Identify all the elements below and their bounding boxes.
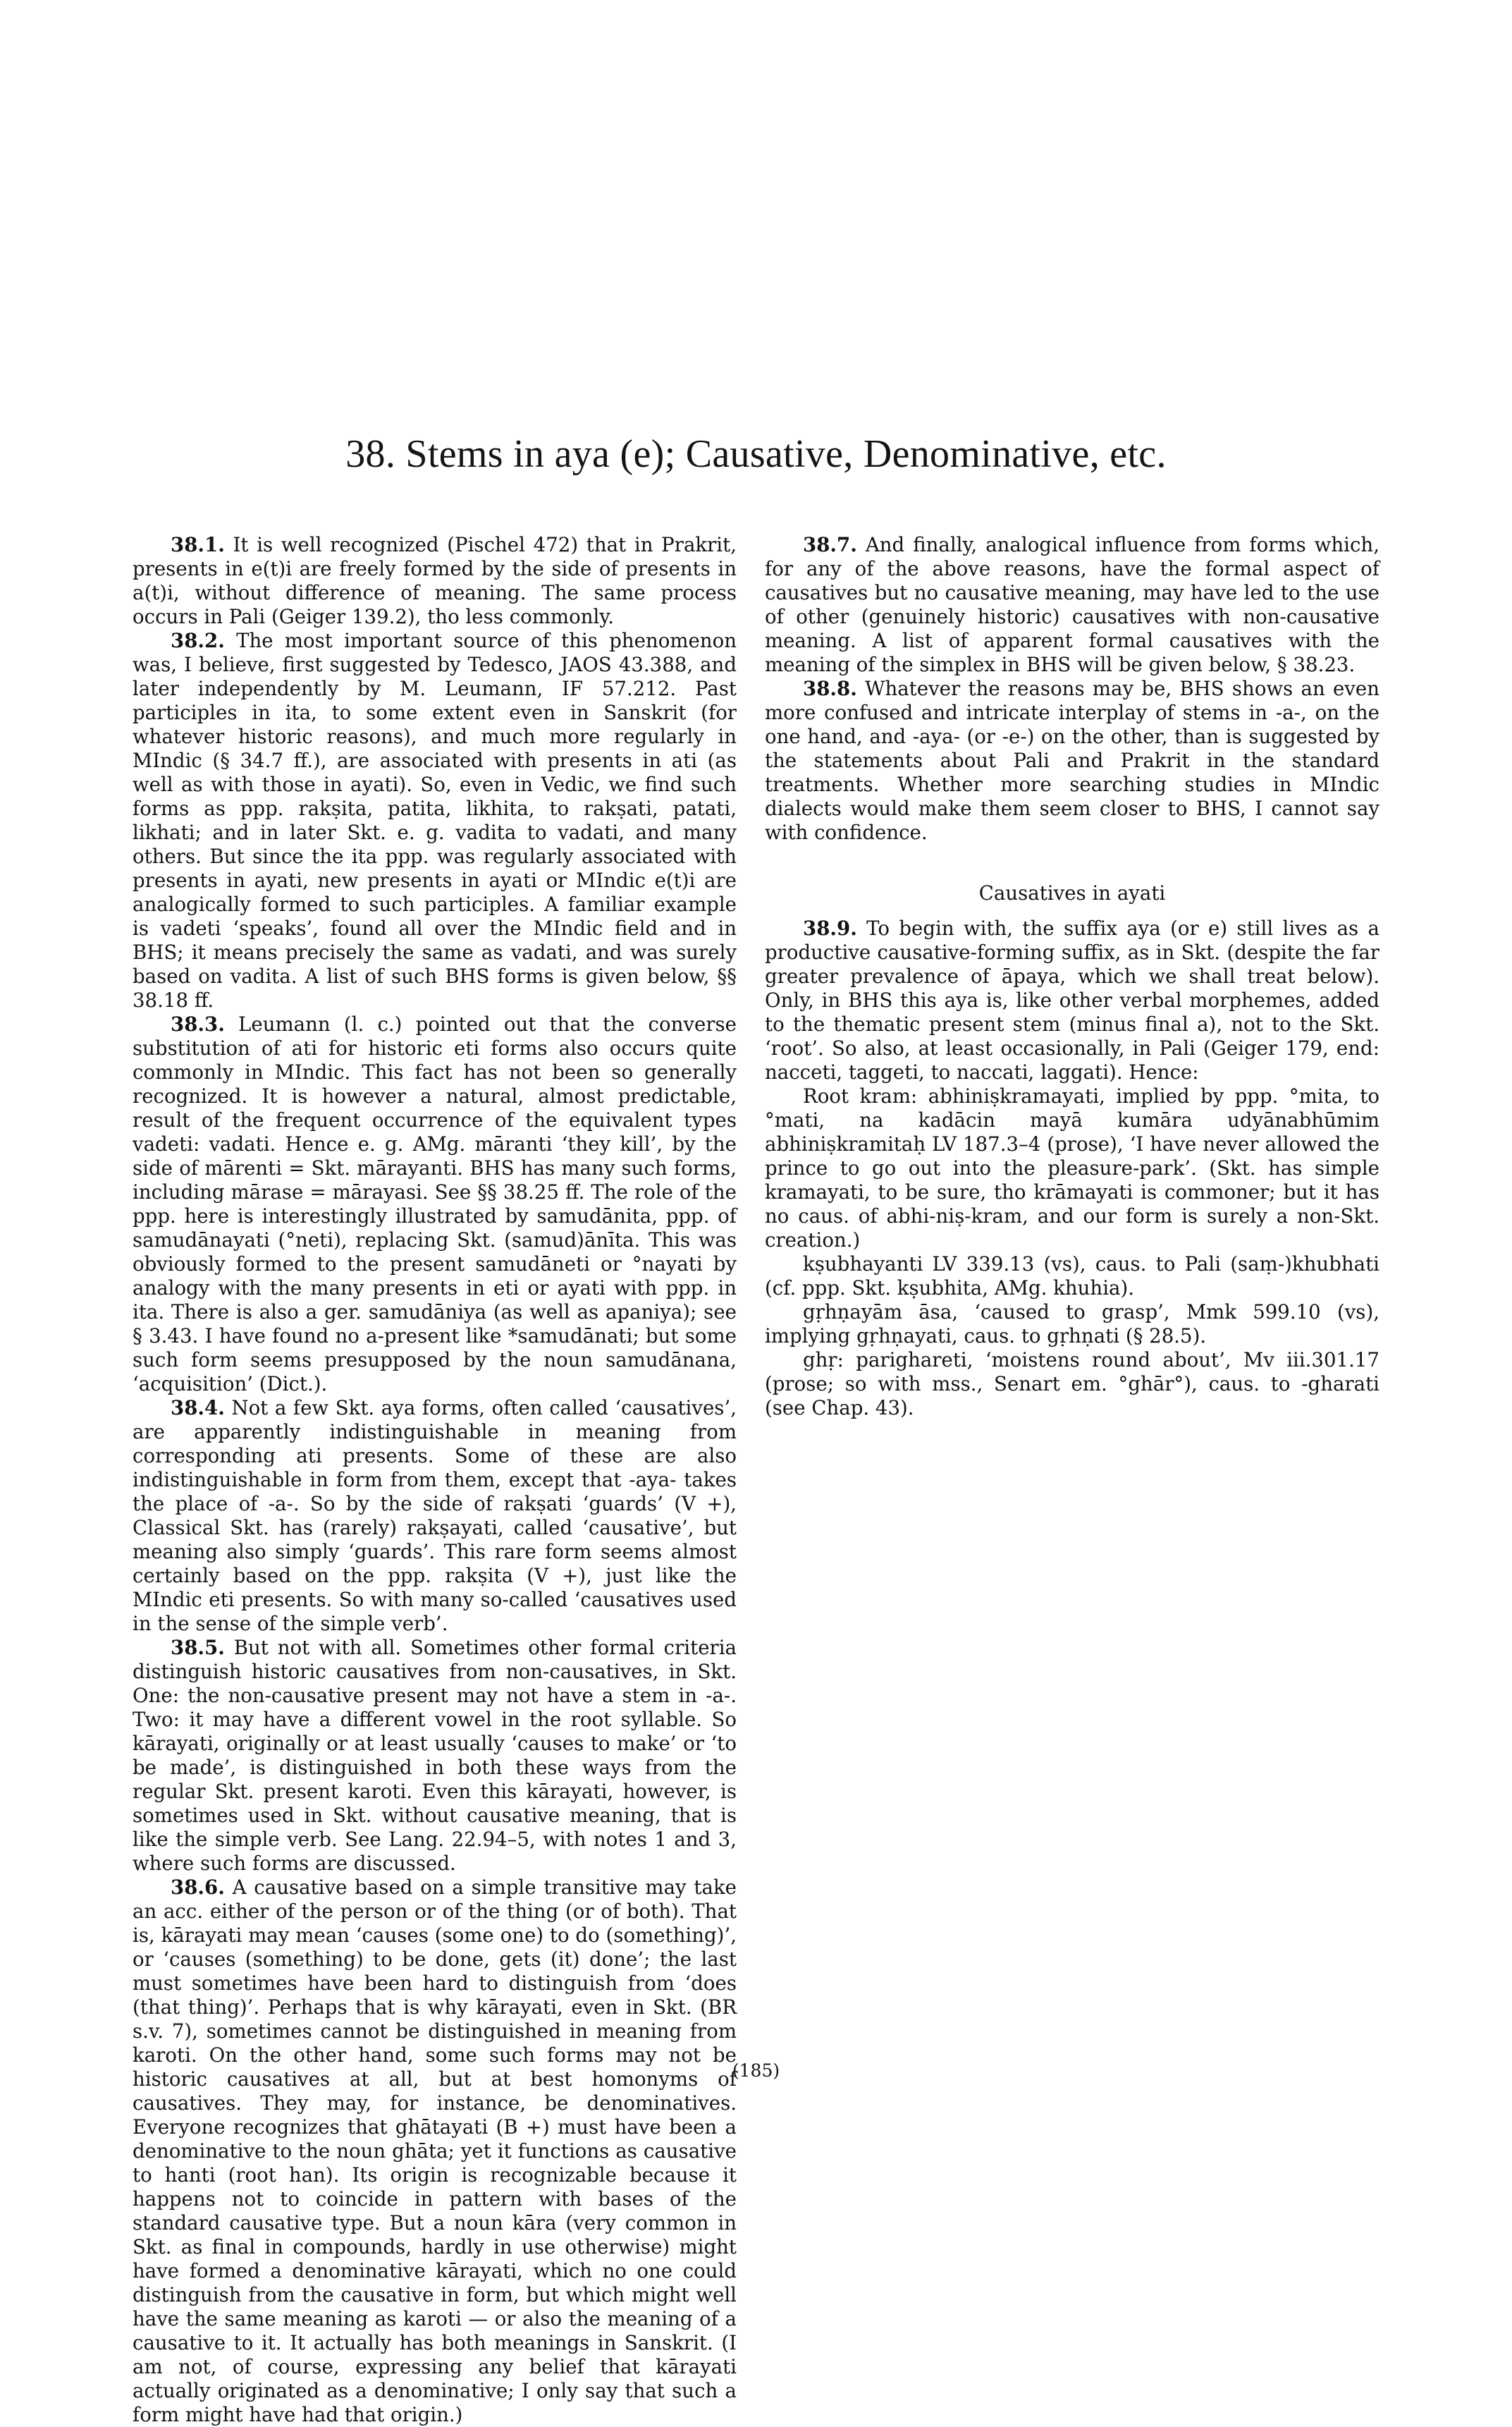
section-number: 38.3.: [171, 1013, 225, 1036]
paragraph-38-4: [133, 1396, 737, 1636]
example-entry: kṣubhayanti LV 339.13 (vs), caus. to Pali (saṃ-)khubhati (cf. ppp. Skt. kṣubhita, AMg. khuhia).: [765, 1252, 1379, 1300]
paragraph-text: A causative based on a simple transitive may take an acc. either of the person or of the thing (or of both). That is, kārayati may mean ‘causes (some one) to do (something)’, or ‘causes (something) to be done, gets (it) done’; the last must sometimes have been hard to distinguish from ‘does (that thing)’. Perhaps that is why kārayati, even in Skt. (BR s.v. 7), sometimes cannot be distinguished in meaning from karoti. On the other hand, some such forms may not be historic causatives at all, but at best homonyms of causatives. They may, for instance, be denominatives. Everyone recognizes that ghātayati (B +) must have been a denominative to the noun ghāta; yet it functions as causative to hanti (root han). Its origin is recognizable because it happens not to coincide in pattern with bases of the standard causative type. But a noun kāra (very common in Skt. as final in compounds, hardly in use otherwise) might have formed a denominative kārayati, which no one could distinguish from the causative in form, but which might well have the same meaning as karoti — or also the meaning of a causative to it. It actually has both meanings in Sanskrit. (I am not, of course, expressing any belief that kārayati actually originated as a denominative; I only say that such a form might have had that origin.): [133, 1876, 737, 2426]
paragraph-38-5: [133, 1636, 737, 1876]
paragraph-38-2: [133, 629, 737, 1013]
page-number: (185): [732, 2060, 780, 2081]
paragraph-text: To begin with, the suffix aya (or e) still lives as a productive causative-forming suffix, as in Skt. (despite the far greater prevalence of āpaya, which we shall treat below). Only, in BHS this aya is, like other verbal morphemes, added to the thematic present stem (minus final a), not to the Skt. ‘root’. So also, at least occasionally, in Pali (Geiger 179, end: nacceti, taggeti, to naccati, laggati). Hence:: [765, 917, 1379, 1084]
example-entry: Root kram: abhiniṣkramayati, implied by ppp. °mita, to °mati, na kadācin mayā kumāra udyānabhūmim abhiniṣkramitaḥ LV 187.3–4 (prose), ‘I have never allowed the prince to go out into the pleasure-park’. (Skt. has simple kramayati, to be sure, tho krāmayati is commoner; but it has no caus. of abhi-niṣ-kram, and our form is surely a non-Skt. creation.): [765, 1084, 1379, 1252]
paragraph-38-1: [133, 533, 737, 629]
section-number: 38.5.: [171, 1636, 225, 1659]
paragraph-text: But not with all. Sometimes other formal criteria distinguish historic causatives from non-causatives, in Skt. One: the non-causative present may not have a stem in -a-. Two: it may have a different vowel in the root syllable. So kārayati, originally or at least usually ‘causes to make’ or ‘to be made’, is distinguished in both these ways from the regular Skt. present karoti. Even this kārayati, however, is sometimes used in Skt. without causative meaning, that is like the simple verb. See Lang. 22.94–5, with notes 1 and 3, where such forms are discussed.: [133, 1636, 737, 1875]
section-number: 38.1.: [171, 533, 225, 556]
paragraph-text: And finally, analogical influence from forms which, for any of the above reasons, have the formal aspect of causatives but no causative meaning, may have led to the use of other (genuinely historic) causatives with non-causative meaning. A list of apparent formal causatives with the meaning of the simplex in BHS will be given below, § 38.23.: [765, 533, 1379, 676]
right-column: [765, 533, 1379, 1420]
section-number: 38.2.: [171, 629, 225, 652]
section-number: 38.8.: [803, 677, 857, 700]
paragraph-text: Whatever the reasons may be, BHS shows an even more confused and intricate interplay of stems in -a-, on the one hand, and -aya- (or -e-) on the other, than is suggested by the statements about Pali and Prakrit in the standard treatments. Whether more searching studies in MIndic dialects would make them seem closer to BHS, I cannot say with confidence.: [765, 677, 1379, 844]
paragraph-text: Not a few Skt. aya forms, often called ‘causatives’, are apparently indistinguishable in meaning from corresponding ati presents. Some of these are also indistinguishable in form from them, except that -aya- takes the place of -a-. So by the side of rakṣati ‘guards’ (V +), Classical Skt. has (rarely) rakṣayati, called ‘causative’, but meaning also simply ‘guards’. This rare form seems almost certainly based on the ppp. rakṣita (V +), just like the MIndic eti presents. So with many so-called ‘causatives used in the sense of the simple verb’.: [133, 1396, 737, 1635]
paragraph-38-8: [765, 677, 1379, 845]
subheading: Causatives in ayati: [978, 881, 1166, 905]
example-entry: ghṛ: parighareti, ‘moistens round about’, Mv iii.301.17 (prose; so with mss., Senart em. °ghār°), caus. to -gharati (see Chap. 43).: [765, 1348, 1379, 1419]
paragraph-38-7: [765, 533, 1379, 677]
section-number: 38.9.: [803, 917, 857, 940]
section-number: 38.7.: [803, 533, 857, 556]
section-number: 38.4.: [171, 1396, 225, 1419]
left-column: [133, 533, 737, 2427]
section-number: 38.6.: [171, 1876, 225, 1899]
paragraph-text: The most important source of this phenomenon was, I believe, first suggested by Tedesco, JAOS 43.388, and later independently by M. Leumann, IF 57.212. Past participles in ita, to some extent even in Sanskrit (for whatever historic reasons), and much more regularly in MIndic (§ 34.7 ff.), are associated with presents in ati (as well as with those in ayati). So, even in Vedic, we find such forms as ppp. rakṣita, patita, likhita, to rakṣati, patati, likhati; and in later Skt. e. g. vadita to vadati, and many others. But since the ita ppp. was regularly associated with presents in ayati, new presents in ayati or MIndic e(t)i are analogically formed to such participles. A familiar example is vadeti ‘speaks’, found all over the MIndic field and in BHS; it means precisely the same as vadati, and was surely based on vadita. A list of such BHS forms is given below, §§ 38.18 ff.: [133, 629, 737, 1012]
paragraph-text: Leumann (l. c.) pointed out that the converse substitution of ati for historic eti forms also occurs quite commonly in MIndic. This fact has not been so generally recognized. It is however a natural, almost predictable, result of the frequent occurrence of the equivalent types vadeti: vadati. Hence e. g. AMg. māranti ‘they kill’, by the side of mārenti = Skt. mārayanti. BHS has many such forms, including mārase = mārayasi. See §§ 38.25 ff. The role of the ppp. here is interestingly illustrated by samudānita, ppp. of samudānayati (°neti), replacing Skt. (samud)ānīta. This was obviously formed to the present samudāneti or °nayati by analogy with the many presents in eti or ayati with ppp. in ita. There is also a ger. samudāniya (as well as apaniya); see § 3.43. I have found no a-present like *samudānati; but some such form seems presupposed by the noun samudānana, ‘acquisition’ (Dict.).: [133, 1013, 737, 1395]
chapter-title: 38. Stems in aya (e); Causative, Denominative, etc.: [345, 432, 1167, 476]
paragraph-text: It is well recognized (Pischel 472) that in Prakrit, presents in e(t)i are freely formed by the side of presents in a(t)i, without difference of meaning. The same process occurs in Pali (Geiger 139.2), tho less commonly.: [133, 533, 737, 628]
paragraph-38-9: [765, 917, 1379, 1084]
example-entry: gṛhṇayām āsa, ‘caused to grasp’, Mmk 599.10 (vs), implying gṛhṇayati, caus. to gṛhṇati (§ 28.5).: [765, 1300, 1379, 1347]
paragraph-38-3: [133, 1013, 737, 1396]
paragraph-38-6: [133, 1876, 737, 2427]
